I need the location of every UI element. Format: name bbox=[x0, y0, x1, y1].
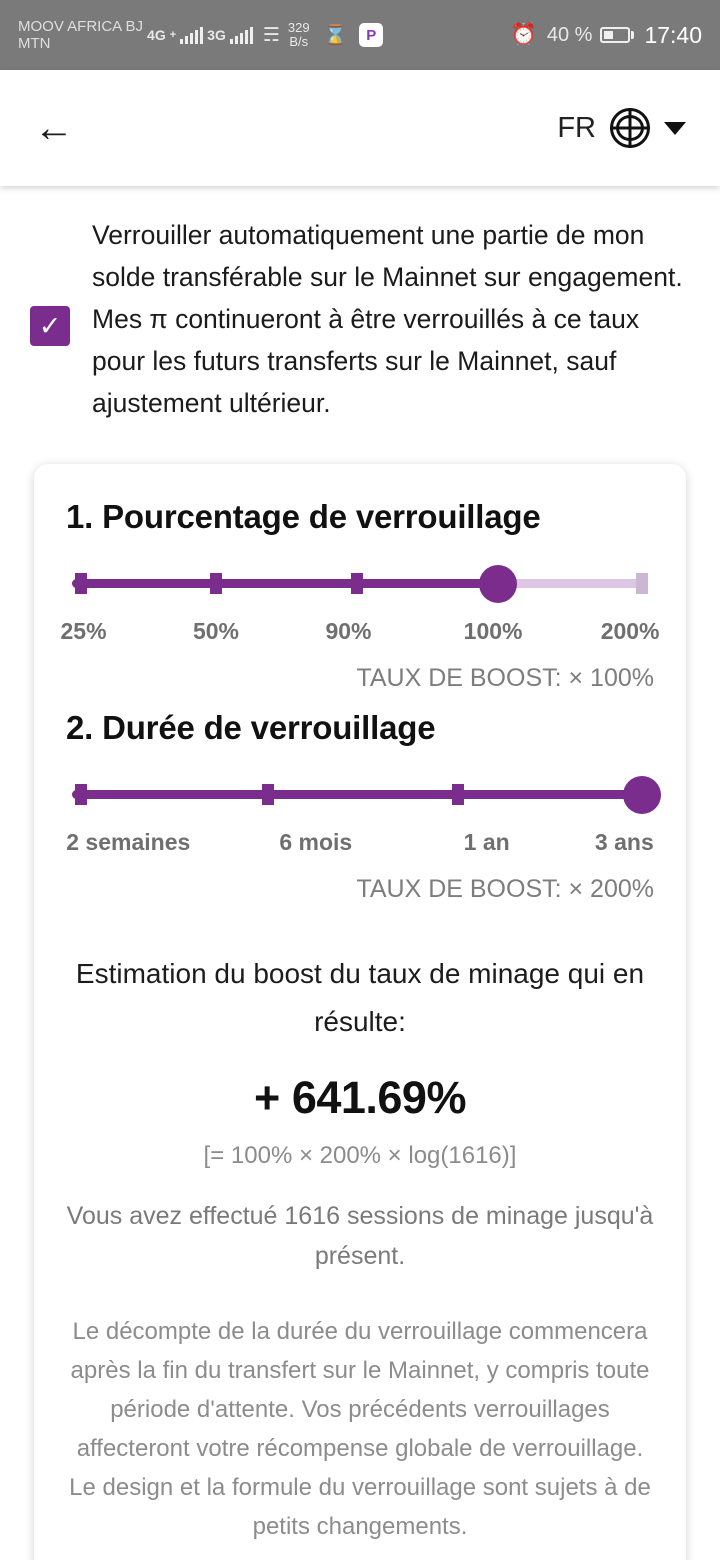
language-selector[interactable] bbox=[557, 108, 686, 148]
slider-tick[interactable] bbox=[351, 573, 363, 594]
battery-percent-label: 40 % bbox=[546, 23, 593, 46]
lockup-settings-card bbox=[34, 464, 686, 1560]
status-bar bbox=[0, 0, 720, 70]
alarm-icon: ⏰ bbox=[510, 23, 537, 46]
data-rate-unit: B/s bbox=[289, 34, 309, 49]
slider-tick[interactable] bbox=[75, 784, 87, 805]
lockup-disclaimer: Le décompte de la durée du verrouillage commencera après la fin du transfert sur le Mainnet, y compris toute période d'attente. Vos précédents verrouillages affecteront votre récompense globale de verrouillage. Le design et la formule du verrouillage sont sujets à de petits changements. bbox=[69, 1318, 651, 1540]
back-arrow-icon[interactable]: ← bbox=[34, 106, 74, 150]
chevron-down-icon[interactable] bbox=[664, 122, 686, 135]
hourglass-icon: ⌛ bbox=[323, 25, 348, 46]
estimate-heading: Estimation du boost du taux de minage qui en résulte: bbox=[75, 958, 645, 1037]
slider-tick[interactable] bbox=[452, 784, 464, 805]
slider-tick[interactable] bbox=[210, 573, 222, 594]
lock-duration-slider[interactable] bbox=[72, 773, 648, 819]
slider-tick[interactable] bbox=[75, 573, 87, 594]
globe-icon bbox=[610, 108, 650, 148]
slider-fill bbox=[72, 790, 648, 799]
app-bar bbox=[0, 70, 720, 186]
lock-duration-tick-labels bbox=[66, 829, 654, 865]
tick-label: 2 semaines bbox=[66, 829, 191, 855]
lock-percentage-slider[interactable] bbox=[72, 562, 648, 608]
lock-percentage-boost-rate: TAUX DE BOOST: × 100% bbox=[356, 664, 654, 692]
clock-label: 17:40 bbox=[644, 21, 702, 48]
wifi-icon: ☴ bbox=[262, 24, 280, 46]
tick-label: 200% bbox=[600, 618, 660, 644]
network-type-2: 3G bbox=[207, 27, 226, 43]
network-type-1-plus: + bbox=[169, 29, 177, 41]
sessions-count-text: Vous avez effectué 1616 sessions de minage jusqu'à présent. bbox=[66, 1202, 654, 1270]
signal-group-1 bbox=[147, 26, 203, 44]
tick-label: 1 an bbox=[463, 829, 510, 855]
battery-icon bbox=[600, 27, 634, 43]
signal-group-2 bbox=[207, 26, 253, 44]
network-type-1: 4G bbox=[147, 27, 166, 43]
lock-percentage-tick-labels bbox=[60, 618, 660, 654]
slider-knob[interactable] bbox=[479, 565, 517, 603]
tick-label: 25% bbox=[60, 618, 107, 644]
estimate-value: + 641.69% bbox=[254, 1072, 466, 1123]
tick-label: 90% bbox=[325, 618, 372, 644]
consent-text: Verrouiller automatiquement une partie de mon solde transférable sur le Mainnet sur engagement. Mes π continueront à être verrouillés à ce taux pour les futurs transferts sur le Mainnet, sauf ajustement ultérieur. bbox=[92, 220, 683, 418]
tick-label: 3 ans bbox=[594, 829, 654, 855]
tick-label: 100% bbox=[463, 618, 523, 644]
carrier-label bbox=[18, 18, 143, 53]
slider-tick[interactable] bbox=[636, 573, 648, 594]
auto-lock-checkbox[interactable] bbox=[30, 306, 70, 346]
slider-tick[interactable] bbox=[262, 784, 274, 805]
tick-label: 6 mois bbox=[279, 829, 353, 855]
signal-bars-1-icon bbox=[180, 26, 203, 44]
lock-duration-title: 2. Durée de verrouillage bbox=[66, 709, 436, 746]
data-rate bbox=[288, 21, 310, 48]
app-badge-icon: P bbox=[359, 23, 383, 47]
slider-fill bbox=[72, 579, 498, 588]
lock-percentage-title: 1. Pourcentage de verrouillage bbox=[66, 498, 541, 535]
estimate-formula: [= 100% × 200% × log(1616)] bbox=[203, 1142, 517, 1169]
consent-row[interactable] bbox=[0, 186, 720, 424]
language-code-label: FR bbox=[557, 111, 596, 144]
data-rate-value: 329 bbox=[287, 20, 310, 36]
carrier-line-2: MTN bbox=[18, 35, 51, 52]
signal-bars-2-icon bbox=[230, 26, 253, 44]
tick-label: 50% bbox=[192, 618, 239, 644]
lock-duration-boost-rate: TAUX DE BOOST: × 200% bbox=[356, 875, 654, 903]
checkmark-icon: ✓ bbox=[38, 310, 62, 341]
carrier-line-1: MOOV AFRICA BJ bbox=[18, 17, 144, 35]
page-content bbox=[0, 186, 720, 1560]
slider-knob[interactable] bbox=[623, 776, 661, 814]
